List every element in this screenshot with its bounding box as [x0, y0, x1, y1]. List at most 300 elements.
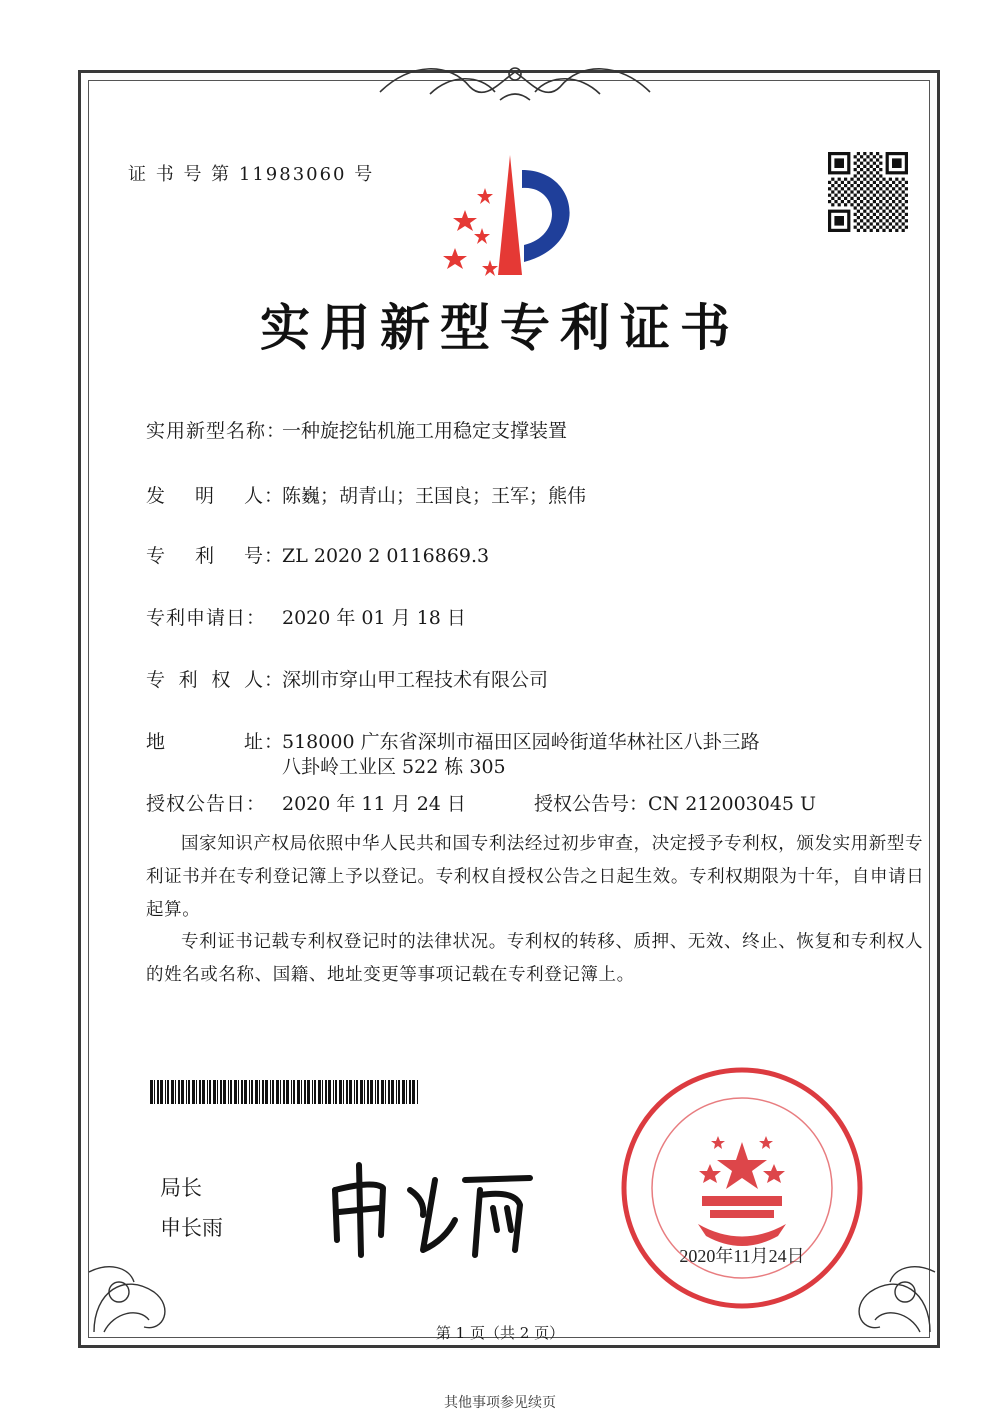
qr-module [854, 155, 857, 158]
barcode-bar [175, 1080, 176, 1104]
qr-module [870, 152, 873, 155]
qr-module [882, 203, 885, 206]
qr-module [831, 190, 834, 193]
qr-module [847, 187, 850, 190]
barcode-bar [314, 1080, 316, 1104]
qr-module [863, 197, 866, 200]
qr-module [886, 200, 889, 203]
field-address-line2: 八卦岭工业区 522 栋 305 [282, 756, 506, 778]
barcode-bar [150, 1080, 153, 1104]
qr-module [857, 222, 860, 225]
qr-module [860, 155, 863, 158]
qr-module [892, 200, 895, 203]
qr-module [870, 210, 873, 213]
qr-module [838, 203, 841, 206]
qr-module [902, 197, 905, 200]
qr-module [882, 210, 885, 213]
barcode-bar [286, 1080, 289, 1104]
barcode-bar [251, 1080, 253, 1104]
qr-module [876, 171, 879, 174]
qr-module [850, 184, 853, 187]
certificate-number: 证 书 号 第 11983060 号 [128, 164, 375, 185]
barcode-bar [328, 1080, 331, 1104]
field-value: 陈巍；胡青山；王国良；王军；熊伟 [282, 485, 587, 507]
field-value: 深圳市穿山甲工程技术有限公司 [282, 669, 549, 691]
qr-module [886, 194, 889, 197]
qr-module [898, 194, 901, 197]
qr-module [863, 229, 866, 232]
qr-module [905, 226, 908, 229]
barcode-bar [412, 1080, 415, 1104]
qr-module [870, 171, 873, 174]
qr-module [857, 216, 860, 219]
qr-module [889, 184, 892, 187]
qr-module [873, 206, 876, 209]
qr-module [838, 178, 841, 181]
seal-date: 2020年11月24日 [679, 1246, 805, 1266]
barcode-bar [301, 1080, 302, 1104]
qr-module [850, 197, 853, 200]
qr-module [882, 184, 885, 187]
qr-module [866, 219, 869, 222]
qr-module [886, 213, 889, 216]
qr-module [873, 174, 876, 177]
official-seal-icon [618, 1064, 866, 1312]
barcode-bar [265, 1080, 268, 1104]
barcode-bar [360, 1080, 363, 1104]
field-value: 2020 年 01 月 18 日 [282, 607, 466, 629]
qr-module [860, 226, 863, 229]
statement-paragraph-1: 国家知识产权局依照中华人民共和国专利法经过初步审查，决定授予专利权，颁发实用新型专利证书并在专利登记簿上予以登记。专利权自授权公告之日起生效。专利权期限为十年，自申请日起算。 [146, 834, 925, 920]
qr-module [860, 200, 863, 203]
qr-module [905, 200, 908, 203]
qr-module [857, 203, 860, 206]
qr-module [866, 187, 869, 190]
qr-module [870, 229, 873, 232]
qr-module [828, 187, 831, 190]
qr-module [886, 187, 889, 190]
qr-module [860, 194, 863, 197]
field-label: 专利申请日： [146, 607, 267, 629]
qr-module [873, 226, 876, 229]
barcode-bar [291, 1080, 292, 1104]
qr-module [895, 184, 898, 187]
qr-module [857, 158, 860, 161]
barcode-bar [280, 1080, 281, 1104]
qr-module [902, 184, 905, 187]
qr-module [834, 187, 837, 190]
barcode-bar [364, 1080, 365, 1104]
qr-module [892, 226, 895, 229]
barcode-bar [244, 1080, 247, 1104]
barcode-bar [154, 1080, 155, 1104]
qr-module [828, 200, 831, 203]
qr-module [905, 187, 908, 190]
field-label-char: 利 [194, 545, 215, 567]
field-value: 2020 年 11 月 24 日 [282, 793, 466, 815]
barcode-icon [150, 1080, 420, 1104]
qr-module [857, 165, 860, 168]
qr-module [870, 216, 873, 219]
barcode-bar [272, 1080, 274, 1104]
qr-module [886, 206, 889, 209]
qr-module [866, 181, 869, 184]
qr-module [886, 181, 889, 184]
qr-module [898, 181, 901, 184]
director-name: 申长雨 [160, 1216, 223, 1240]
qr-module [860, 181, 863, 184]
field-address: 地 址 ：518000 广东省深圳市福田区园岭街道华林社区八卦三路 [146, 727, 760, 754]
barcode-bar [223, 1080, 226, 1104]
qr-module [870, 178, 873, 181]
barcode-bar [186, 1080, 187, 1104]
qr-module [876, 158, 879, 161]
qr-module [873, 187, 876, 190]
qr-module [892, 219, 895, 222]
qr-module [876, 229, 879, 232]
qr-module [892, 213, 895, 216]
qr-module [905, 194, 908, 197]
barcode-bar [238, 1080, 239, 1104]
qr-module [834, 200, 837, 203]
qr-module [863, 178, 866, 181]
qr-module [857, 184, 860, 187]
field-label-char: 权 [211, 669, 232, 691]
qr-module [866, 213, 869, 216]
qr-module [892, 181, 895, 184]
field-grant-date [146, 789, 466, 816]
qr-module [844, 184, 847, 187]
barcode-bar [335, 1080, 337, 1104]
qr-module [895, 216, 898, 219]
field-label-char: 专 [146, 545, 167, 567]
qr-module [850, 190, 853, 193]
barcode-bar [171, 1080, 174, 1104]
qr-module [857, 210, 860, 213]
field-label: 授权公告号： [534, 793, 649, 815]
qr-module [902, 216, 905, 219]
qr-module [873, 219, 876, 222]
qr-module [879, 200, 882, 203]
qr-module [847, 181, 850, 184]
barcode-bar [396, 1080, 397, 1104]
qr-module [850, 203, 853, 206]
qr-module [863, 210, 866, 213]
certificate-title: 实用新型专利证书 [260, 298, 740, 357]
qr-module [902, 210, 905, 213]
qr-module [838, 184, 841, 187]
qr-module [841, 187, 844, 190]
qr-module [866, 168, 869, 171]
qr-module [879, 181, 882, 184]
barcode-bar [297, 1080, 300, 1104]
qr-module [898, 213, 901, 216]
qr-module [873, 181, 876, 184]
barcode-bar [367, 1080, 369, 1104]
barcode-bar [230, 1080, 232, 1104]
qr-module [876, 197, 879, 200]
field-label-char: 址 [243, 731, 264, 753]
qr-module [863, 152, 866, 155]
qr-module [876, 178, 879, 181]
qr-module [876, 203, 879, 206]
barcode-bar [333, 1080, 334, 1104]
barcode-bar [402, 1080, 405, 1104]
qr-module [844, 178, 847, 181]
qr-module [863, 171, 866, 174]
qr-module [857, 152, 860, 155]
qr-module [870, 190, 873, 193]
qr-module [847, 194, 850, 197]
barcode-bar [304, 1080, 306, 1104]
qr-module [844, 203, 847, 206]
qr-module [902, 203, 905, 206]
qr-module [889, 190, 892, 193]
qr-module [860, 213, 863, 216]
qr-module [863, 203, 866, 206]
qr-module [866, 206, 869, 209]
qr-module [882, 197, 885, 200]
qr-module [898, 206, 901, 209]
qr-module [860, 174, 863, 177]
footer-note: 其他事项参见续页 [444, 1395, 556, 1411]
qr-module [857, 197, 860, 200]
barcode-bar [417, 1080, 418, 1104]
field-value: ZL 2020 2 0116869.3 [282, 545, 490, 567]
barcode-bar [356, 1080, 358, 1104]
qr-module [857, 178, 860, 181]
qr-module [879, 174, 882, 177]
qr-module [873, 200, 876, 203]
qr-module [854, 200, 857, 203]
qr-module [854, 181, 857, 184]
qr-module [873, 155, 876, 158]
barcode-bar [234, 1080, 237, 1104]
barcode-bar [199, 1080, 201, 1104]
qr-module [857, 229, 860, 232]
barcode-bar [207, 1080, 208, 1104]
qr-module [838, 197, 841, 200]
field-label-char: 专 [146, 669, 167, 691]
qr-module [895, 203, 898, 206]
barcode-bar [270, 1080, 271, 1104]
qr-module [873, 213, 876, 216]
qr-module [863, 158, 866, 161]
qr-module [860, 219, 863, 222]
barcode-bar [406, 1080, 407, 1104]
qr-module [866, 162, 869, 165]
field-utility-model-name [146, 416, 567, 443]
barcode-bar [391, 1080, 394, 1104]
qr-module [895, 210, 898, 213]
qr-module [870, 184, 873, 187]
qr-finder [892, 158, 902, 168]
barcode-bar [181, 1080, 184, 1104]
barcode-bar [241, 1080, 243, 1104]
barcode-bar [346, 1080, 348, 1104]
barcode-bar [160, 1080, 163, 1104]
qr-module [889, 210, 892, 213]
barcode-bar [196, 1080, 197, 1104]
qr-module [870, 222, 873, 225]
qr-module [863, 222, 866, 225]
qr-module [879, 187, 882, 190]
qr-module [892, 206, 895, 209]
field-label-char: 号 [243, 545, 264, 567]
qr-module [854, 187, 857, 190]
qr-module [857, 171, 860, 174]
qr-module [838, 190, 841, 193]
qr-module [895, 197, 898, 200]
field-filing-date [146, 603, 466, 630]
qr-module [860, 168, 863, 171]
barcode-bar [262, 1080, 264, 1104]
qr-finder [834, 216, 844, 226]
qr-module [831, 184, 834, 187]
barcode-bar [283, 1080, 285, 1104]
field-inventor: 发 明 人 ：陈巍；胡青山；王国良；王军；熊伟 [146, 481, 586, 508]
qr-module [889, 222, 892, 225]
qr-module [828, 194, 831, 197]
qr-module [882, 190, 885, 193]
qr-module [854, 174, 857, 177]
qr-module [879, 213, 882, 216]
qr-module [854, 162, 857, 165]
field-label-char: 利 [178, 669, 199, 691]
qr-module [844, 190, 847, 193]
qr-module [876, 184, 879, 187]
qr-module [895, 178, 898, 181]
barcode-bar [157, 1080, 159, 1104]
qr-module [863, 184, 866, 187]
qr-module [898, 226, 901, 229]
barcode-bar [325, 1080, 327, 1104]
qr-module [876, 165, 879, 168]
barcode-bar [377, 1080, 379, 1104]
qr-module [857, 190, 860, 193]
qr-module [879, 219, 882, 222]
qr-module [854, 219, 857, 222]
field-label: 实用新型名称： [146, 420, 287, 442]
qr-module [831, 203, 834, 206]
qr-module [847, 200, 850, 203]
qr-module [879, 194, 882, 197]
qr-module [879, 162, 882, 165]
qr-module [854, 194, 857, 197]
qr-module [905, 206, 908, 209]
barcode-bar [343, 1080, 344, 1104]
qr-module [892, 187, 895, 190]
qr-module [879, 226, 882, 229]
barcode-bar [370, 1080, 373, 1104]
barcode-bar [217, 1080, 218, 1104]
qr-module [898, 187, 901, 190]
field-label-char: 地 [146, 731, 167, 753]
field-grant-number [534, 789, 816, 816]
qr-module [905, 213, 908, 216]
qr-module [879, 155, 882, 158]
qr-module [876, 222, 879, 225]
field-patentee: 专 利 权 人 ：深圳市穿山甲工程技术有限公司 [146, 665, 548, 692]
qr-module [876, 190, 879, 193]
qr-module [895, 222, 898, 225]
qr-module [841, 200, 844, 203]
qr-module [905, 181, 908, 184]
qr-module [860, 162, 863, 165]
qr-module [863, 190, 866, 193]
qr-module [873, 168, 876, 171]
qr-module [902, 190, 905, 193]
barcode-bar [259, 1080, 260, 1104]
barcode-bar [398, 1080, 400, 1104]
qr-module [854, 213, 857, 216]
barcode-bar [249, 1080, 250, 1104]
qr-module [866, 155, 869, 158]
qr-module [850, 178, 853, 181]
qr-module [863, 165, 866, 168]
barcode-bar [209, 1080, 211, 1104]
field-label-char: 人 [243, 485, 264, 507]
qr-module [876, 152, 879, 155]
qr-module [866, 226, 869, 229]
barcode-bar [349, 1080, 352, 1104]
barcode-bar [385, 1080, 386, 1104]
barcode-bar [339, 1080, 342, 1104]
qr-module [841, 181, 844, 184]
barcode-bar [388, 1080, 390, 1104]
barcode-bar [354, 1080, 355, 1104]
barcode-bar [409, 1080, 411, 1104]
qr-module [863, 216, 866, 219]
qr-module [886, 226, 889, 229]
cnipa-logo-icon [440, 150, 590, 280]
qr-module [828, 181, 831, 184]
barcode-bar [276, 1080, 279, 1104]
qr-module [902, 222, 905, 225]
qr-module [892, 194, 895, 197]
field-label: 授权公告日： [146, 793, 267, 815]
qr-module [876, 216, 879, 219]
barcode-bar [188, 1080, 190, 1104]
qr-module [854, 206, 857, 209]
field-patent-number: 专 利 号 ：ZL 2020 2 0116869.3 [146, 541, 489, 568]
qr-module [905, 219, 908, 222]
barcode-bar [178, 1080, 180, 1104]
qr-module [860, 206, 863, 209]
qr-module [898, 219, 901, 222]
qr-module [902, 178, 905, 181]
qr-module [834, 194, 837, 197]
qr-module [870, 158, 873, 161]
qr-module [898, 200, 901, 203]
qr-module [870, 197, 873, 200]
qr-module [886, 219, 889, 222]
director-signature [315, 1150, 545, 1260]
page-info: 第 1 页（共 2 页） [435, 1324, 565, 1342]
field-value: 518000 广东省深圳市福田区园岭街道华林社区八卦三路 [282, 731, 760, 753]
qr-module [902, 229, 905, 232]
qr-module [879, 168, 882, 171]
qr-module [895, 229, 898, 232]
qr-module [831, 197, 834, 200]
barcode-bar [167, 1080, 169, 1104]
qr-finder [834, 158, 844, 168]
director-title: 局长 [160, 1176, 202, 1200]
qr-module [873, 162, 876, 165]
field-label-char: 人 [243, 669, 264, 691]
field-label-char: 明 [194, 485, 215, 507]
barcode-bar [381, 1080, 384, 1104]
